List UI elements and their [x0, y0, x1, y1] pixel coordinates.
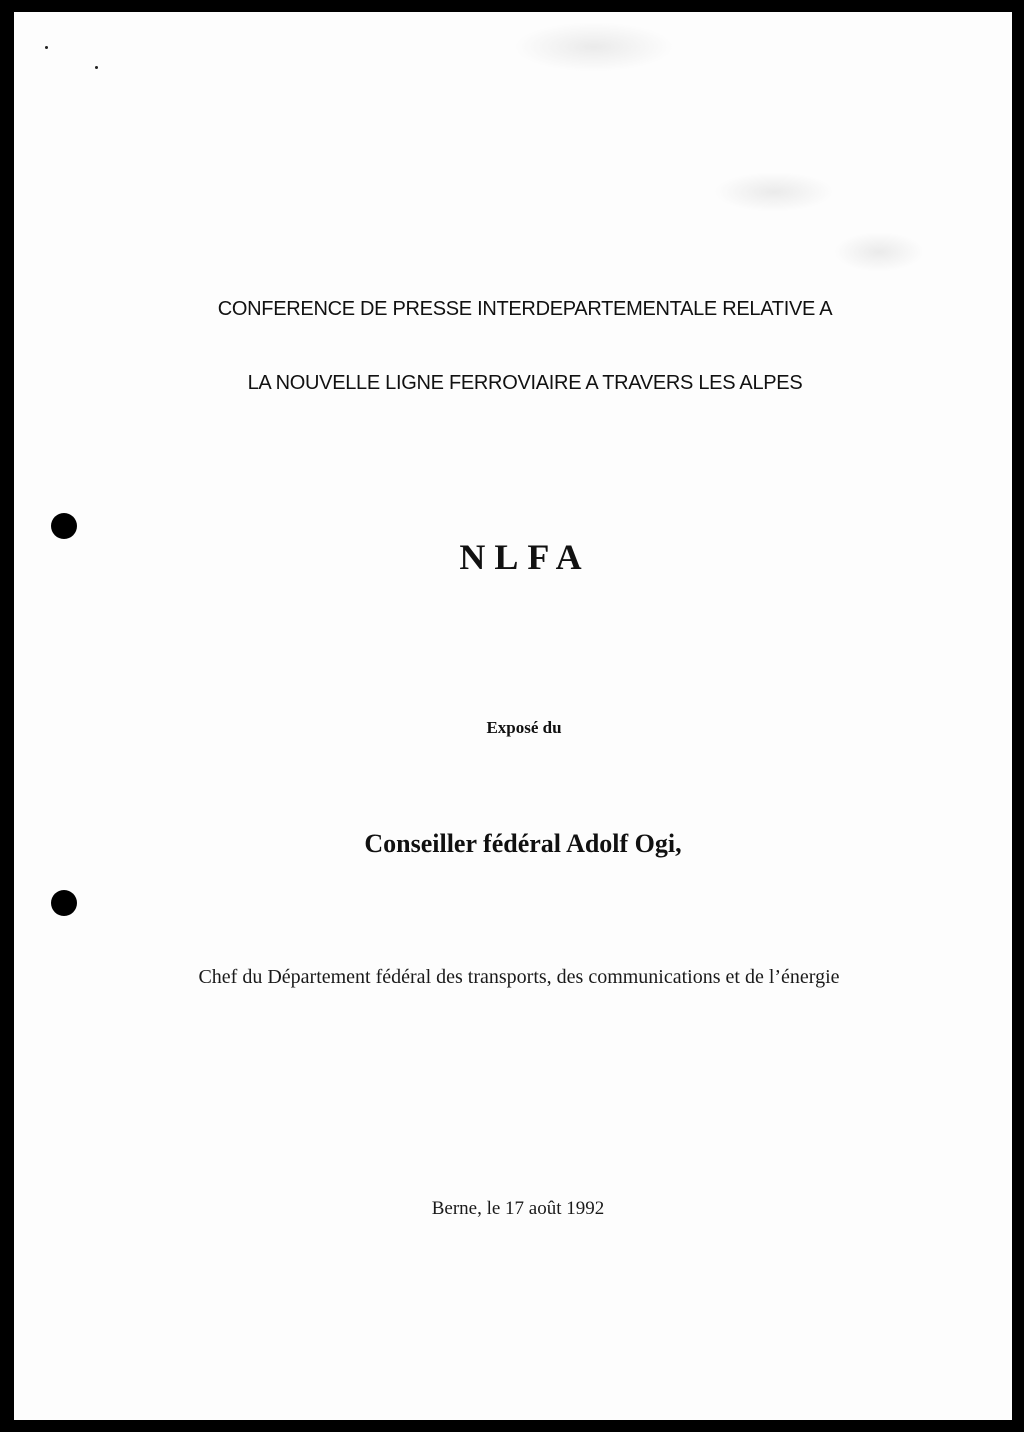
punch-hole-bottom — [51, 890, 77, 916]
speaker-role: Chef du Département fédéral des transports, des communications et de l’énergie — [198, 966, 840, 988]
heading-line-2: LA NOUVELLE LIGNE FERROVIAIRE A TRAVERS LES ALPES — [247, 372, 803, 394]
scan-smudge — [834, 232, 924, 272]
scan-smudge — [714, 172, 834, 212]
dateline: Berne, le 17 août 1992 — [431, 1198, 605, 1219]
document-page — [14, 12, 1012, 1420]
expose-label: Exposé du — [486, 718, 562, 737]
dust-speck — [95, 66, 98, 69]
scan-smudge — [514, 22, 674, 72]
dust-speck — [45, 46, 48, 49]
speaker-name: Conseiller fédéral Adolf Ogi, — [364, 829, 682, 858]
heading-line-1: CONFERENCE DE PRESSE INTERDEPARTEMENTALE RELATIVE A — [217, 298, 833, 320]
document-acronym: NLFA — [459, 537, 591, 577]
